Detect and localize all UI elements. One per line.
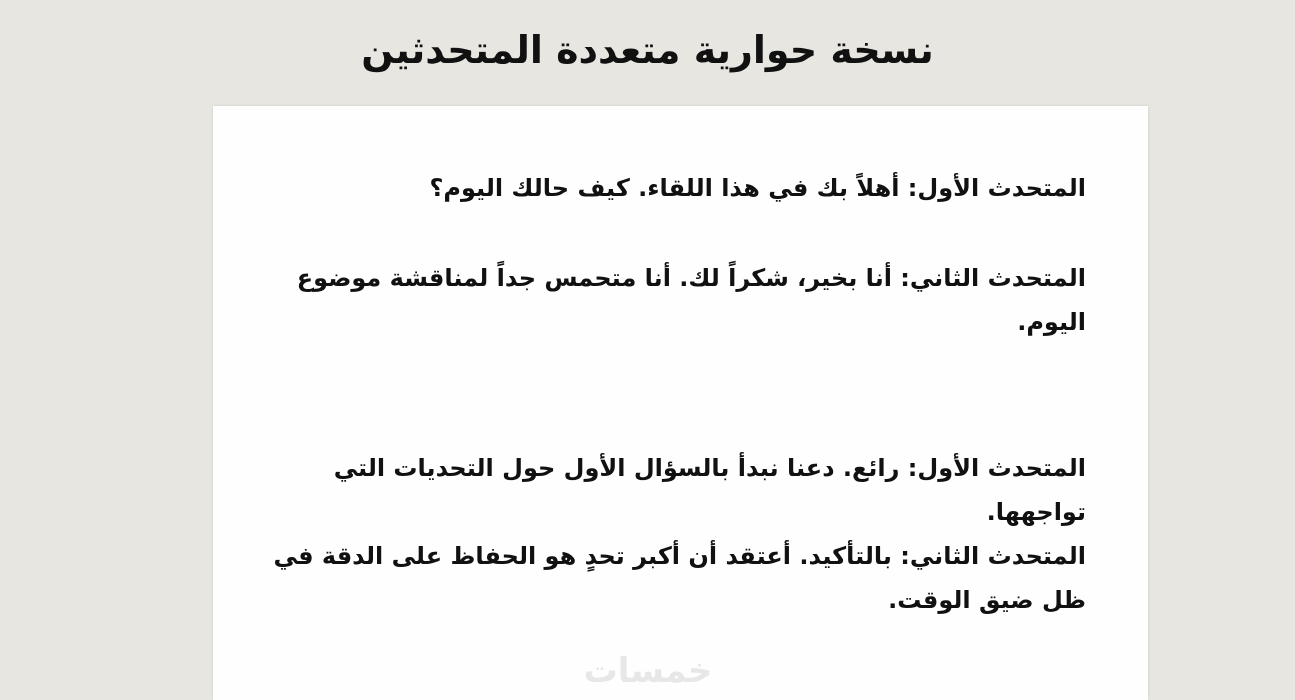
speaker-label: المتحدث الأول: <box>907 174 1086 202</box>
watermark-logo: خمسات <box>583 651 713 691</box>
transcript-line-4 <box>271 534 1086 622</box>
utterance-text: أنا بخير، شكراً لك. أنا متحمس جداً لمناقشة موضوع اليوم. <box>296 264 1086 336</box>
transcript-sheet <box>213 106 1148 700</box>
utterance-text: رائع. دعنا نبدأ بالسؤال الأول حول التحديات التي تواجهها. <box>333 454 1086 526</box>
speaker-label: المتحدث الأول: <box>907 454 1086 482</box>
speaker-label: المتحدث الثاني: <box>900 264 1086 292</box>
speaker-label: المتحدث الثاني: <box>900 542 1086 570</box>
transcript-line-2 <box>271 256 1086 344</box>
utterance-text: بالتأكيد. أعتقد أن أكبر تحدٍ هو الحفاظ على الدقة في ظل ضيق الوقت. <box>273 542 1086 614</box>
transcript-line-1 <box>271 166 1086 210</box>
page-title: نسخة حوارية متعددة المتحدثين <box>361 28 934 72</box>
transcript-line-3 <box>271 446 1086 534</box>
utterance-text: أهلاً بك في هذا اللقاء. كيف حالك اليوم؟ <box>429 174 900 202</box>
